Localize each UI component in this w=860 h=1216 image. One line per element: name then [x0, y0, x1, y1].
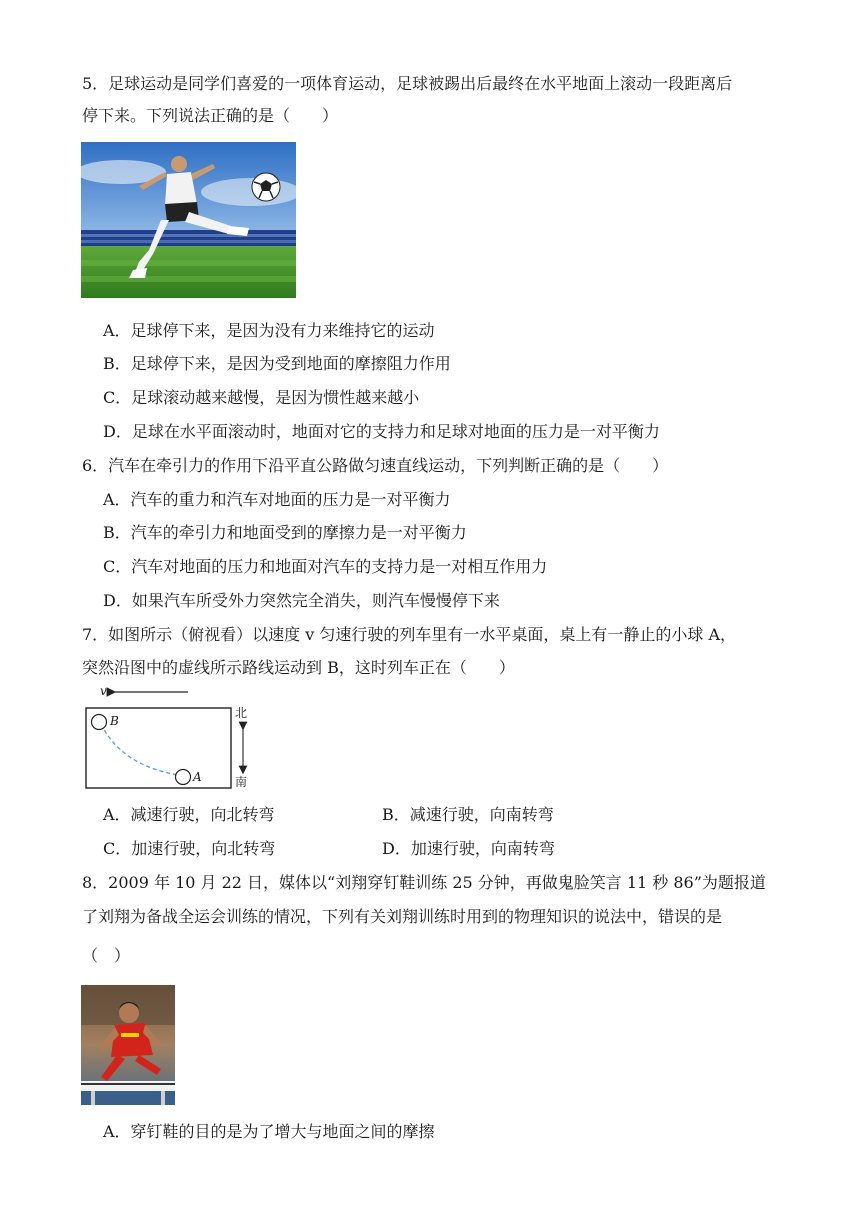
q6-option-a: A．汽车的重力和汽车对地面的压力是一对平衡力	[103, 490, 451, 509]
q6-option-d: D．如果汽车所受外力突然完全消失，则汽车慢慢停下来	[103, 591, 500, 610]
q7-figure	[82, 682, 262, 794]
q6-option-c: C．汽车对地面的压力和地面对汽车的支持力是一对相互作用力	[103, 557, 548, 576]
q8-option-a: A．穿钉鞋的目的是为了增大与地面之间的摩擦	[103, 1122, 435, 1141]
q6-stem: 6．汽车在牵引力的作用下沿平直公路做匀速直线运动，下列判断正确的是（ ）	[82, 456, 669, 475]
q7-stem-line1: 7．如图所示（俯视看）以速度 v 匀速行驶的列车里有一水平桌面，桌上有一静止的小球 A，	[82, 625, 737, 644]
q8-stem-line2: 了刘翔为备战全运会训练的情况，下列有关刘翔训练时用到的物理知识的说法中，错误的是	[82, 907, 723, 926]
q8-stem-line1: 8．2009 年 10 月 22 日，媒体以“刘翔穿钉鞋训练 25 分钟，再做鬼脸笑言 11 秒 86”为题报道	[82, 873, 766, 892]
q7-option-c: C．加速行驶，向北转弯	[103, 839, 276, 858]
q5-option-a: A．足球停下来，是因为没有力来维持它的运动	[103, 321, 435, 340]
ball-a-label: A	[193, 770, 202, 784]
q6-option-b: B．汽车的牵引力和地面受到的摩擦力是一对平衡力	[103, 523, 467, 542]
q7-option-d: D．加速行驶，向南转弯	[382, 839, 555, 858]
q7-option-b: B．减速行驶，向南转弯	[382, 805, 554, 824]
q5-stem-line2: 停下来。下列说法正确的是（ ）	[82, 106, 339, 125]
soccer-photo	[81, 142, 296, 298]
q7-stem-line2: 突然沿图中的虚线所示路线运动到 B，这时列车正在（ ）	[82, 658, 515, 677]
q5-option-d: D．足球在水平面滚动时，地面对它的支持力和足球对地面的压力是一对平衡力	[103, 422, 660, 441]
north-label: 北	[235, 706, 248, 720]
ball-b-label: B	[110, 714, 119, 728]
velocity-label: v	[100, 684, 107, 698]
hurdler-photo	[81, 985, 175, 1105]
q8-stem-line3: （ ）	[82, 946, 131, 965]
q5-stem-line1: 5．足球运动是同学们喜爱的一项体育运动，足球被踢出后最终在水平地面上滚动一段距离后	[82, 74, 733, 93]
q5-option-c: C．足球滚动越来越慢，是因为惯性越来越小	[103, 388, 420, 407]
south-label: 南	[235, 775, 248, 789]
q7-option-a: A．减速行驶，向北转弯	[103, 805, 275, 824]
q5-option-b: B．足球停下来，是因为受到地面的摩擦阻力作用	[103, 354, 451, 373]
